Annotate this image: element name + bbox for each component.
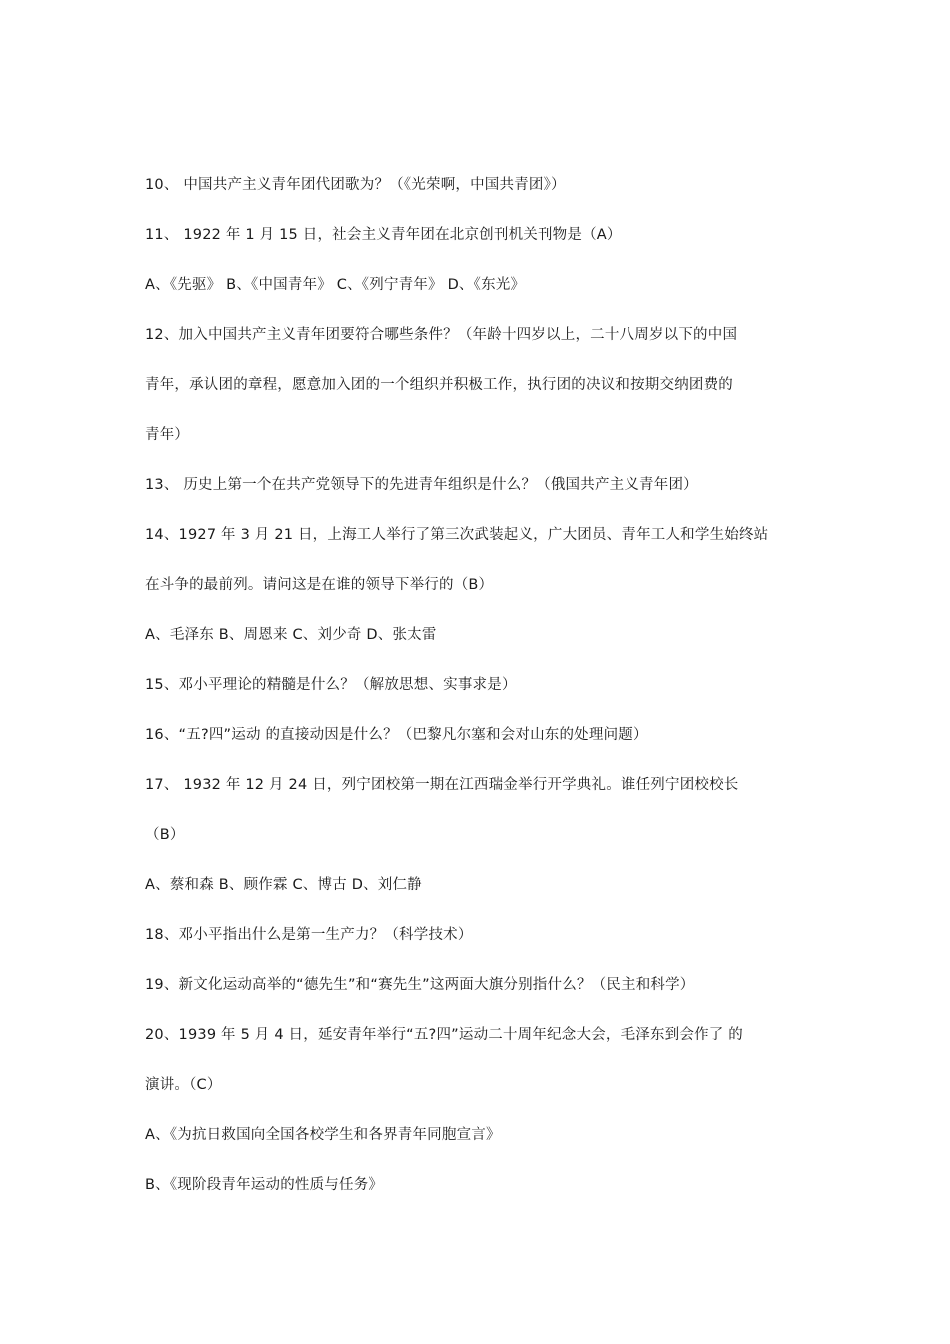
question-13: 13、 历史上第一个在共产党领导下的先进青年组织是什么？（俄国共产主义青年团）: [145, 477, 698, 493]
question-16: 16、“五?四”运动 的直接动因是什么？（巴黎凡尔塞和会对山东的处理问题）: [145, 727, 648, 743]
question-12-line-2: 青年，承认团的章程，愿意加入团的一个组织并积极工作，执行团的决议和按期交纳团费的: [145, 377, 733, 393]
question-20-line-1: 20、1939 年 5 月 4 日，延安青年举行“五?四”运动二十周年纪念大会，毛泽东到会作了 的: [145, 1027, 743, 1043]
question-20-option-a: A、《为抗日救国向全国各校学生和各界青年同胞宣言》: [145, 1127, 501, 1143]
question-12-line-1: 12、加入中国共产主义青年团要符合哪些条件？（年龄十四岁以上，二十八周岁以下的中国: [145, 327, 738, 343]
question-15: 15、邓小平理论的精髓是什么？（解放思想、实事求是）: [145, 677, 517, 693]
question-11-options: A、《先驱》 B、《中国青年》 C、《列宁青年》 D、《东光》: [145, 277, 526, 293]
question-17-line-1: 17、 1932 年 12 月 24 日，列宁团校第一期在江西瑞金举行开学典礼。谁任列宁团校校长: [145, 777, 739, 793]
question-12-line-3: 青年）: [145, 427, 190, 443]
question-14-options: A、毛泽东 B、周恩来 C、刘少奇 D、张太雷: [145, 627, 437, 643]
question-17-options: A、蔡和森 B、顾作霖 C、博古 D、刘仁静: [145, 877, 422, 893]
question-17-line-2: （B）: [145, 827, 185, 843]
question-11: 11、 1922 年 1 月 15 日，社会主义青年团在北京创刊机关刊物是（A）: [145, 227, 622, 243]
question-10: 10、 中国共产主义青年团代团歌为？（《光荣啊，中国共青团》）: [145, 177, 566, 193]
question-19: 19、新文化运动高举的“德先生”和“赛先生”这两面大旗分别指什么？（民主和科学）: [145, 977, 695, 993]
question-18: 18、邓小平指出什么是第一生产力？（科学技术）: [145, 927, 473, 943]
document-body: [145, 172, 815, 1222]
question-14-line-2: 在斗争的最前列。请问这是在谁的领导下举行的（B）: [145, 577, 494, 593]
question-20-line-2: 演讲。（C）: [145, 1077, 222, 1093]
question-20-option-b: B、《现阶段青年运动的性质与任务》: [145, 1177, 384, 1193]
question-14-line-1: 14、1927 年 3 月 21 日，上海工人举行了第三次武装起义，广大团员、青年工人和学生始终站: [145, 527, 769, 543]
